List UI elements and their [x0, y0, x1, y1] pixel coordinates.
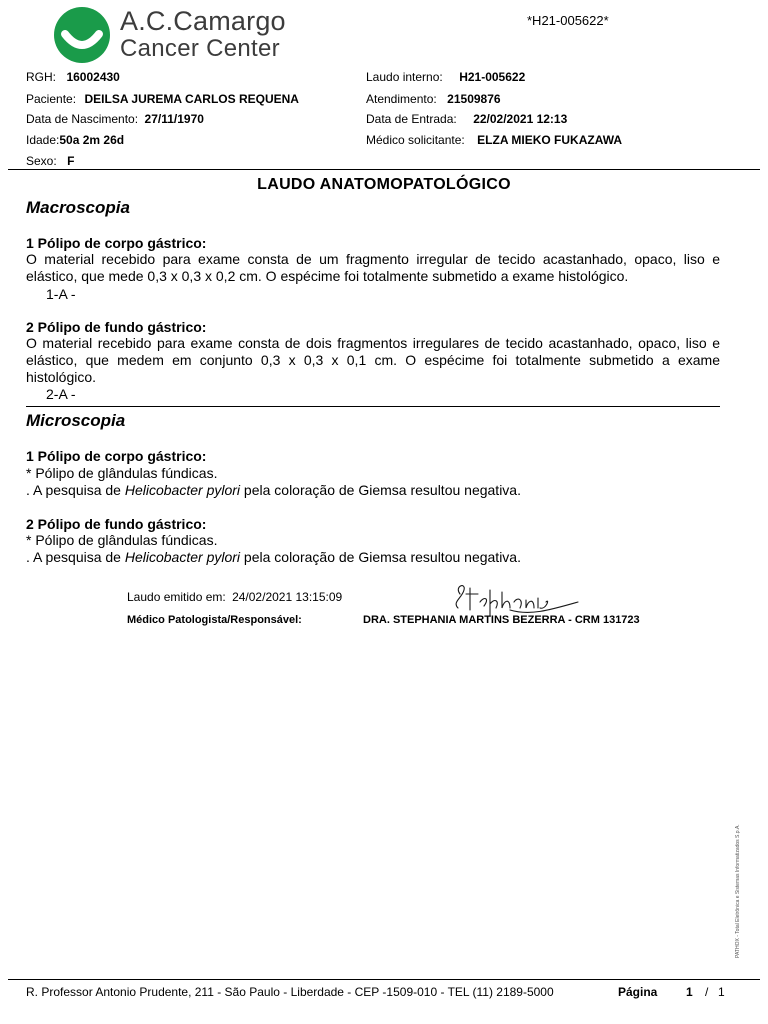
micro-1-line1: * Pólipo de glândulas fúndicas.: [26, 465, 218, 481]
rgh-row: [26, 68, 120, 86]
paciente-row: [26, 90, 299, 108]
rgh-value: 16002430: [66, 70, 120, 84]
header-divider: [8, 169, 760, 170]
footer-divider: [8, 979, 760, 980]
rgh-label: RGH:: [26, 70, 56, 84]
micro-2-organism: Helicobacter pylori: [124, 549, 241, 565]
smile-logo-icon: [54, 7, 110, 63]
micro-2-title: 2 Pólipo de fundo gástrico:: [26, 516, 207, 532]
atendimento-label: Atendimento:: [366, 92, 437, 106]
macro-2-title: 2 Pólipo de fundo gástrico:: [26, 319, 207, 335]
micro-2-line1: * Pólipo de glândulas fúndicas.: [26, 532, 218, 548]
section-divider: [26, 406, 720, 407]
paciente-label: Paciente:: [26, 92, 77, 106]
footer-address: R. Professor Antonio Prudente, 211 - São Paulo - Liberdade - CEP -1509-010 - TEL (11) 2189-5000: [26, 985, 554, 999]
macro-1-text: O material recebido para exame consta de um fragmento irregular de tecido acastanhado, opaco, liso e elástico, que mede 0,3 x 0,3 x 0,2 cm. O espécime foi totalmente submetido a exame histológico.: [26, 251, 720, 284]
atendimento-row: [366, 90, 501, 108]
laudo-row: [366, 68, 525, 86]
idade-row: [26, 131, 124, 149]
macro-heading: Macroscopia: [26, 198, 130, 217]
page-separator: /: [705, 985, 709, 999]
logo-name: A.C.Camargo: [120, 6, 286, 36]
sexo-value: F: [67, 154, 75, 168]
micro-1-post: pela coloração de Giemsa resultou negativa.: [240, 482, 521, 498]
micro-2-line2: [26, 549, 720, 566]
page-current: 1: [686, 985, 693, 999]
micro-1-pre: . A pesquisa de: [26, 482, 125, 498]
macro-2-text: O material recebido para exame consta de dois fragmentos irregulares de tecido acastanhado, opaco, liso e elástico, que medem em conjunto 0,3 x 0,3 x 0,1 cm. O espécime foi totalmente submetido a exame histológico.: [26, 335, 720, 385]
medico-label: Médico solicitante:: [366, 133, 465, 147]
page-total: 1: [718, 985, 725, 999]
sexo-label: Sexo:: [26, 154, 57, 168]
macro-1-title: 1 Pólipo de corpo gástrico:: [26, 235, 207, 251]
micro-1-organism: Helicobacter pylori: [124, 482, 241, 498]
logo-subtitle: Cancer Center: [120, 35, 280, 62]
micro-2-post: pela coloração de Giemsa resultou negativa.: [240, 549, 521, 565]
entrada-label: Data de Entrada:: [366, 112, 457, 126]
entrada-value: 22/02/2021 12:13: [473, 112, 568, 126]
emitido-label: Laudo emitido em:: [127, 590, 226, 604]
paciente-value: DEILSA JUREMA CARLOS REQUENA: [84, 92, 299, 106]
logo-emblem: [54, 7, 110, 63]
micro-1-line2: [26, 482, 720, 499]
idade-label: Idade:: [26, 133, 60, 147]
atendimento-value: 21509876: [447, 92, 501, 106]
nascimento-value: 27/11/1970: [144, 112, 204, 126]
nascimento-row: [26, 110, 204, 128]
micro-heading: Microscopia: [26, 411, 126, 430]
macro-2-tag: 2-A -: [46, 386, 76, 402]
sexo-row: [26, 152, 74, 170]
laudo-label: Laudo interno:: [366, 70, 443, 84]
emitido-row: [127, 590, 342, 604]
side-note: PATHOX - Total Eletrônica e Sistemas Informatizados S.p.A.: [735, 824, 741, 958]
medico-value: ELZA MIEKO FUKAZAWA: [477, 133, 623, 147]
laudo-value: H21-005622: [459, 70, 526, 84]
entrada-row: [366, 110, 567, 128]
emitido-value: 24/02/2021 13:15:09: [232, 590, 343, 604]
macro-1-tag: 1-A -: [46, 286, 76, 302]
report-title: LAUDO ANATOMOPATOLÓGICO: [257, 176, 511, 193]
resp-label: Médico Patologista/Responsável:: [127, 614, 302, 626]
barcode-text: *H21-005622*: [527, 13, 609, 28]
micro-2-pre: . A pesquisa de: [26, 549, 125, 565]
micro-1-title: 1 Pólipo de corpo gástrico:: [26, 448, 207, 464]
resp-value: DRA. STEPHANIA MARTINS BEZERRA - CRM 131723: [363, 614, 640, 626]
medico-row: [366, 131, 622, 149]
nascimento-label: Data de Nascimento:: [26, 112, 139, 126]
page-label: Página: [618, 985, 658, 999]
idade-value: 50a 2m 26d: [59, 133, 125, 147]
